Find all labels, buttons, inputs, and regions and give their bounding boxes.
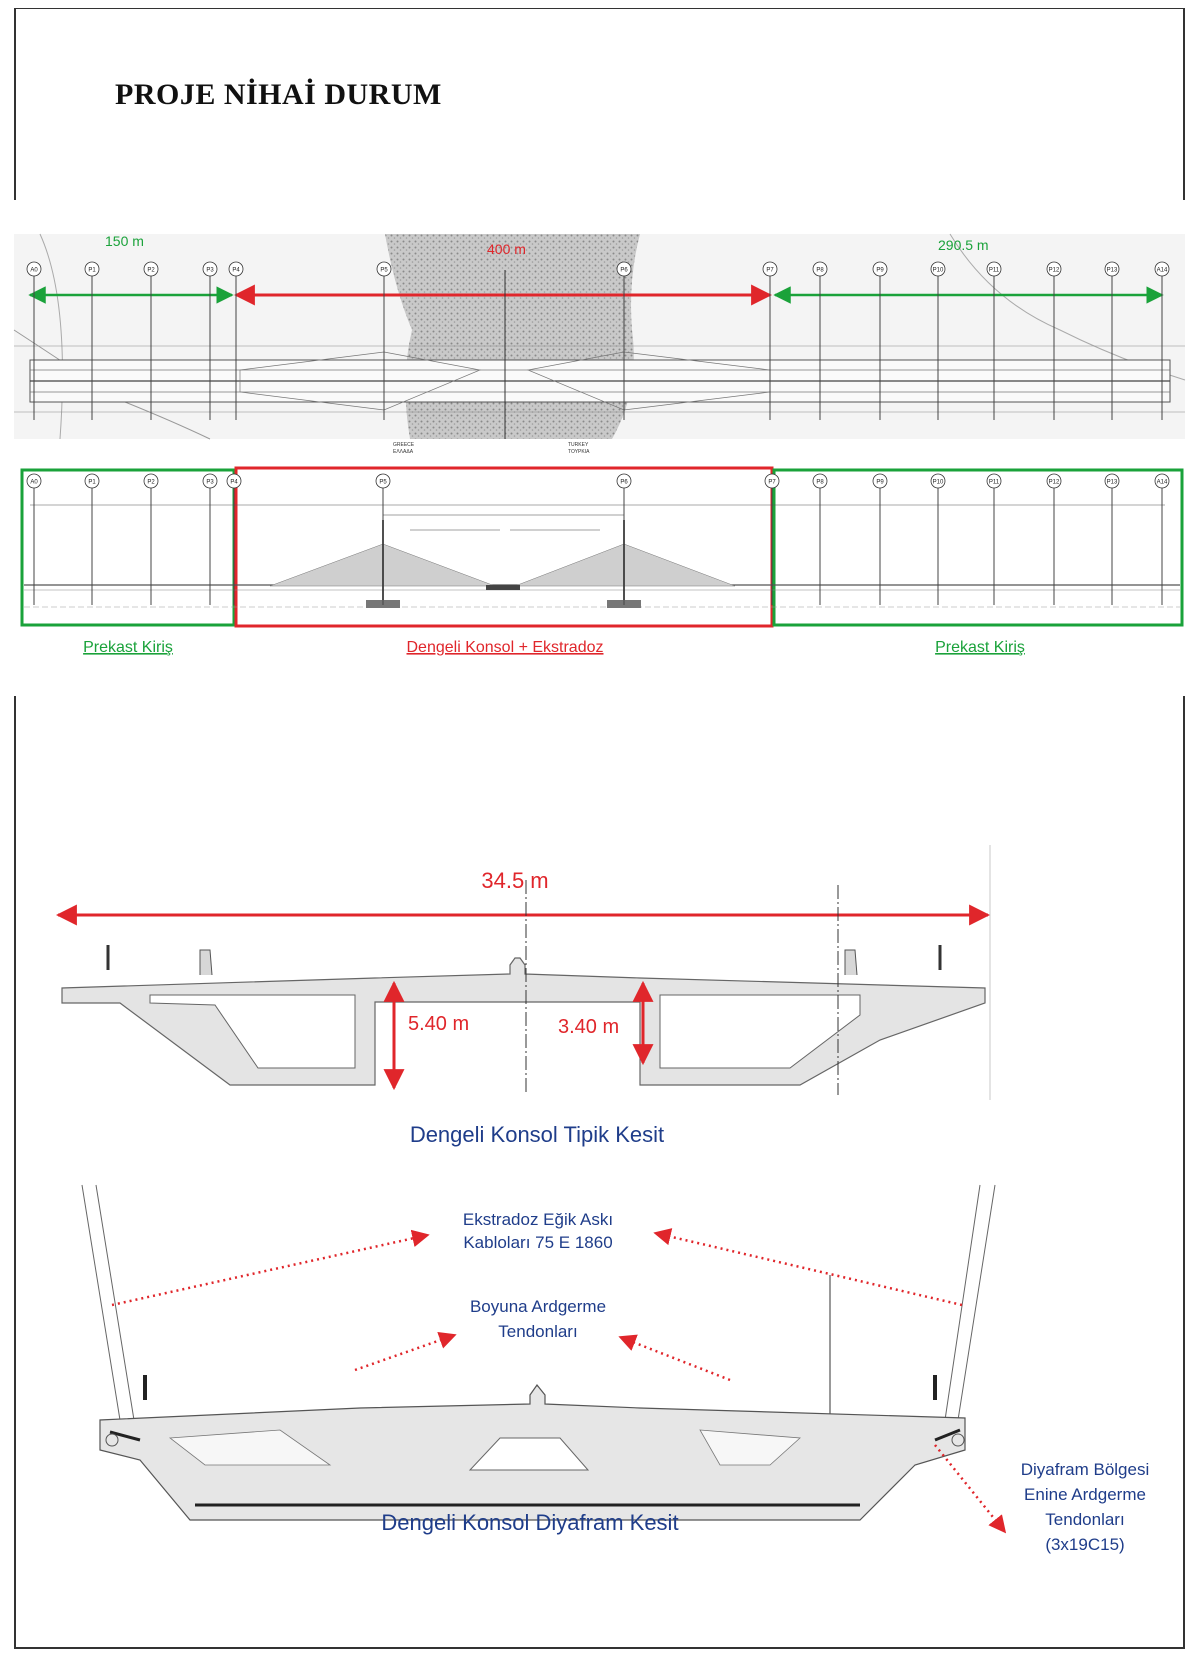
- typical-section: [58, 845, 990, 1147]
- callout-tendons-line1: Boyuna Ardgerme: [469, 1297, 607, 1316]
- plan-pier-label: P6: [620, 267, 628, 274]
- plan-country-left-2: ΕΛΛΑΔΑ: [393, 449, 414, 455]
- callout-arrow-tendons-left: [355, 1335, 455, 1370]
- elevation-label-right: Prekast Kiriş: [935, 639, 1025, 656]
- elevation-pier-label: P13: [1106, 479, 1118, 486]
- elevation-box-right: [774, 470, 1182, 625]
- typical-width-label: 34.5 m: [481, 868, 549, 893]
- elevation-pier-label: P2: [147, 479, 155, 486]
- plan-pier-label: A14: [1156, 267, 1168, 274]
- strait-terrain: [385, 234, 640, 439]
- elevation-pier-label: P3: [206, 479, 214, 486]
- elevation-cable-fan: [383, 544, 495, 586]
- diaphragm-caption: Dengeli Konsol Diyafram Kesit: [381, 1510, 679, 1535]
- plan-span-left-label: 150 m: [105, 233, 144, 249]
- elevation-pier-label: P5: [379, 479, 387, 486]
- plan-pier-label: P5: [380, 267, 388, 274]
- plan-pier-label: P4: [232, 267, 240, 274]
- elevation-pier-label: P1: [88, 479, 96, 486]
- typical-height-left-label: 5.40 m: [408, 1013, 470, 1035]
- elevation-view: [22, 468, 1182, 656]
- elevation-closure-segment: [486, 585, 520, 590]
- callout-cables-line1: Ekstradoz Eğik Askı: [462, 1210, 614, 1229]
- typical-height-right-label: 3.40 m: [558, 1016, 620, 1038]
- elevation-pier-label: P12: [1048, 479, 1060, 486]
- typical-barriers: [200, 950, 857, 975]
- plan-pier-label: P7: [766, 267, 774, 274]
- callout-arrow-tendons-right: [620, 1337, 730, 1380]
- plan-span-middle-label: 400 m: [487, 241, 526, 257]
- elevation-pier-label: P9: [876, 479, 884, 486]
- elevation-pier-label: P8: [816, 479, 824, 486]
- elevation-pier-label: P10: [932, 479, 944, 486]
- elevation-pier-label: P4: [230, 479, 238, 486]
- plan-pier-label: P13: [1106, 267, 1118, 274]
- elevation-label-middle: Dengeli Konsol + Ekstradoz: [406, 639, 604, 656]
- plan-country-left-1: GREECE: [393, 442, 415, 448]
- elevation-cable-fan: [270, 544, 383, 586]
- elevation-pier-label: A0: [30, 479, 38, 486]
- plan-pier-label: P1: [88, 267, 96, 274]
- elevation-cable-fan: [624, 544, 735, 586]
- elevation-pier-label: P7: [768, 479, 776, 486]
- plan-span-right-label: 290.5 m: [938, 237, 989, 253]
- elevation-box-middle: [236, 468, 772, 626]
- callout-arrow-diaphragm: [935, 1445, 1005, 1532]
- callout-tendons-line2: Tendonları: [498, 1322, 578, 1341]
- elevation-pier-label: A14: [1156, 479, 1168, 486]
- plan-pier-label: P11: [988, 267, 1000, 274]
- callout-diaphragm-line3: Tendonları: [1045, 1510, 1125, 1529]
- elevation-box-left: [22, 470, 234, 625]
- plan-pier-label: P9: [876, 267, 884, 274]
- callout-arrow-cables-right: [655, 1233, 962, 1305]
- plan-view: [14, 233, 1185, 455]
- elevation-pier-label: P6: [620, 479, 628, 486]
- elevation-label-left: Prekast Kiriş: [83, 639, 173, 656]
- callout-cables-line2: Kabloları 75 E 1860: [463, 1233, 613, 1252]
- plan-country-right-2: ΤΟΥΡΚΙΑ: [568, 449, 590, 455]
- plan-pier-label: P10: [932, 267, 944, 274]
- elevation-cable-fan: [515, 544, 624, 586]
- elevation-dimension-lines: [383, 515, 624, 530]
- plan-pier-label: A0: [30, 267, 38, 274]
- callout-arrow-cables-left: [112, 1235, 428, 1305]
- plan-pier-label: P2: [147, 267, 155, 274]
- typical-caption: Dengeli Konsol Tipik Kesit: [409, 1122, 665, 1147]
- diaphragm-section: [82, 1185, 1149, 1554]
- plan-pier-label: P8: [816, 267, 824, 274]
- plan-country-right-1: TURKEY: [568, 442, 589, 448]
- plan-pier-label: P12: [1048, 267, 1060, 274]
- plan-pier-label: P3: [206, 267, 214, 274]
- callout-diaphragm-line1: Diyafram Bölgesi: [1020, 1460, 1150, 1479]
- page-title: PROJE NİHAİ DURUM: [115, 78, 442, 111]
- elevation-pier-label: P11: [988, 479, 1000, 486]
- callout-diaphragm-line4: (3x19C15): [1045, 1535, 1125, 1554]
- callout-diaphragm-line2: Enine Ardgerme: [1024, 1485, 1146, 1504]
